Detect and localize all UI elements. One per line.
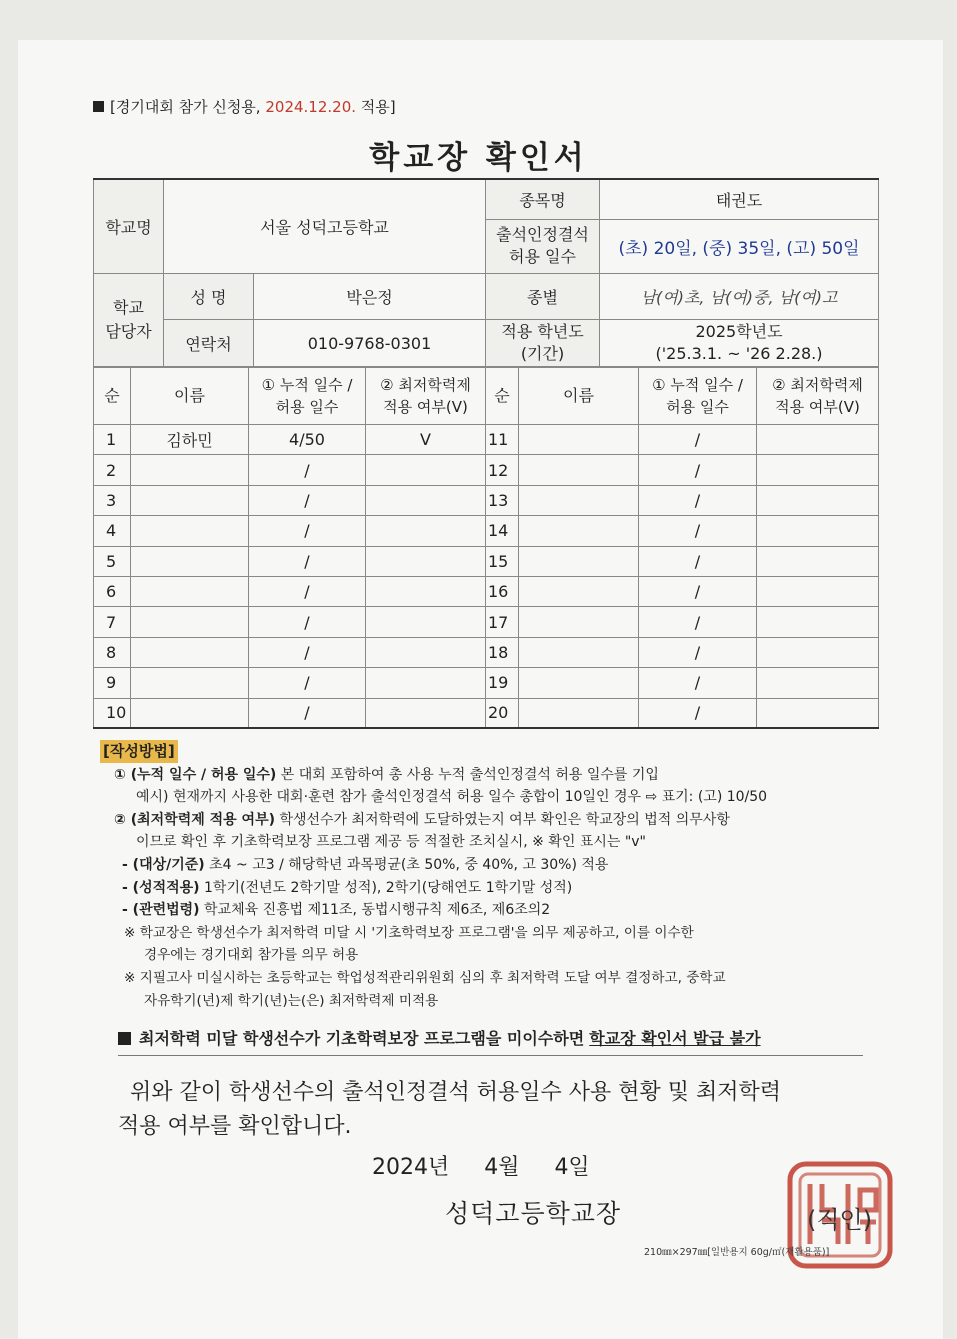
cell-days: / xyxy=(249,546,366,576)
cell-min xyxy=(366,485,486,515)
manager-label: 학교 담당자 xyxy=(94,273,164,367)
col-no-header: 순 xyxy=(94,367,131,425)
col-name-header: 이름 xyxy=(131,367,249,425)
cell-days: / xyxy=(639,698,757,728)
cell-no: 18 xyxy=(486,637,519,667)
table-row xyxy=(94,637,879,667)
note-date: 2024.12.20. xyxy=(265,98,357,116)
year-label: 적용 학년도 (기간) xyxy=(486,319,600,367)
contact-label: 연락처 xyxy=(164,319,254,367)
col-days-header: ① 누적 일수 / 허용 일수 xyxy=(249,367,366,425)
table-row xyxy=(94,698,879,728)
cell-days: / xyxy=(249,637,366,667)
col-no-header: 순 xyxy=(486,367,519,425)
cell-no: 1 xyxy=(94,425,131,455)
cell-min xyxy=(366,546,486,576)
gender-value: 남(여)초, 남(여)중, 남(여)고 xyxy=(600,273,879,319)
cell-name xyxy=(519,698,639,728)
cell-min xyxy=(366,607,486,637)
cell-days: / xyxy=(249,698,366,728)
cell-days: / xyxy=(249,516,366,546)
usage-note: [경기대회 참가 신청용, 2024.12.20. 적용] xyxy=(93,96,396,117)
cell-name xyxy=(131,637,249,667)
cell-name xyxy=(131,455,249,485)
issuance-notice: 최저학력 미달 학생선수가 기초학력보장 프로그램을 미이수하면 학교장 확인서 발급 불가 xyxy=(118,1026,863,1056)
cell-no: 9 xyxy=(94,668,131,698)
square-bullet-icon xyxy=(118,1032,131,1045)
name-value: 박은정 xyxy=(254,273,486,319)
cell-no: 5 xyxy=(94,546,131,576)
cell-name xyxy=(131,668,249,698)
absence-value: (초) 20일, (중) 35일, (고) 50일 xyxy=(600,219,879,273)
cell-name xyxy=(131,576,249,606)
cell-name xyxy=(519,576,639,606)
table-row xyxy=(94,455,879,485)
col-name-header: 이름 xyxy=(519,367,639,425)
cell-days: / xyxy=(639,485,757,515)
cell-days: / xyxy=(249,485,366,515)
issue-date: 2024년 4월 4일 xyxy=(372,1155,590,1180)
absence-label: 출석인정결석 허용 일수 xyxy=(486,219,600,273)
cell-name xyxy=(519,546,639,576)
seal-mark: (직인) xyxy=(807,1206,873,1234)
cell-no: 15 xyxy=(486,546,519,576)
cell-no: 6 xyxy=(94,576,131,606)
cell-name xyxy=(131,607,249,637)
sport-label: 종목명 xyxy=(486,179,600,219)
cell-min xyxy=(757,485,879,515)
cell-name xyxy=(519,455,639,485)
cell-min xyxy=(366,455,486,485)
cell-no: 16 xyxy=(486,576,519,606)
cell-name xyxy=(131,546,249,576)
cell-days: / xyxy=(639,637,757,667)
cell-days: / xyxy=(639,516,757,546)
cell-name xyxy=(519,607,639,637)
cell-min xyxy=(757,516,879,546)
cell-no: 2 xyxy=(94,455,131,485)
cell-no: 13 xyxy=(486,485,519,515)
cell-min xyxy=(366,668,486,698)
col-days-header: ① 누적 일수 / 허용 일수 xyxy=(639,367,757,425)
name-label: 성 명 xyxy=(164,273,254,319)
table-row xyxy=(94,546,879,576)
cell-min xyxy=(757,668,879,698)
cell-days: / xyxy=(249,668,366,698)
cell-min xyxy=(366,576,486,606)
cell-days: / xyxy=(639,607,757,637)
notice-underlined: 학교장 확인서 발급 불가 xyxy=(589,1029,761,1048)
cell-no: 11 xyxy=(486,425,519,455)
cell-days: / xyxy=(639,455,757,485)
cell-days: 4/50 xyxy=(249,425,366,455)
cell-name: 김하민 xyxy=(131,425,249,455)
info-table xyxy=(93,178,879,368)
cell-days: / xyxy=(639,425,757,455)
table-row xyxy=(94,576,879,606)
cell-no: 8 xyxy=(94,637,131,667)
sport-value: 태권도 xyxy=(600,179,879,219)
cell-days: / xyxy=(639,668,757,698)
cell-name xyxy=(519,425,639,455)
cell-min xyxy=(366,698,486,728)
square-bullet-icon xyxy=(93,101,104,112)
contact-value: 010-9768-0301 xyxy=(254,319,486,367)
cell-no: 12 xyxy=(486,455,519,485)
cell-name xyxy=(519,516,639,546)
cell-no: 7 xyxy=(94,607,131,637)
cell-name xyxy=(131,485,249,515)
cell-no: 20 xyxy=(486,698,519,728)
cell-no: 17 xyxy=(486,607,519,637)
school-label: 학교명 xyxy=(94,179,164,273)
cell-name xyxy=(131,516,249,546)
cell-name xyxy=(131,698,249,728)
cell-days: / xyxy=(639,576,757,606)
cell-name xyxy=(519,485,639,515)
year-value: 2025학년도 ('25.3.1. ~ '26 2.28.) xyxy=(600,319,879,367)
cell-min: V xyxy=(366,425,486,455)
cell-min xyxy=(366,637,486,667)
cell-days: / xyxy=(249,455,366,485)
principal-name: 성덕고등학교장 xyxy=(445,1199,622,1228)
cell-no: 14 xyxy=(486,516,519,546)
cell-min xyxy=(757,637,879,667)
cell-min xyxy=(366,516,486,546)
gender-label: 종별 xyxy=(486,273,600,319)
cell-min xyxy=(757,455,879,485)
cell-min xyxy=(757,607,879,637)
cell-no: 19 xyxy=(486,668,519,698)
paper-spec: 210㎜×297㎜[일반용지 60g/㎡(재활용품)] xyxy=(644,1247,830,1258)
student-table xyxy=(93,366,879,729)
col-min-header: ② 최저학력제 적용 여부(V) xyxy=(757,367,879,425)
cell-no: 4 xyxy=(94,516,131,546)
cell-min xyxy=(757,576,879,606)
cell-days: / xyxy=(249,576,366,606)
confirmation-text: 위와 같이 학생선수의 출석인정결석 허용일수 사용 현황 및 최저학력 적용 여부를 확인합니다. xyxy=(118,1080,782,1139)
cell-days: / xyxy=(249,607,366,637)
page-title: 학교장 확인서 xyxy=(369,140,588,176)
cell-no: 10 xyxy=(94,698,131,728)
cell-min xyxy=(757,546,879,576)
col-min-header: ② 최저학력제 적용 여부(V) xyxy=(366,367,486,425)
instructions: [작성방법] ① (누적 일수 / 허용 일수) 본 대회 포함하여 총 사용 누적 출석인정결석 허용 일수를 기입 예시) 현재까지 사용한 대회·훈련 참가 출석인정결석 허용 일수 총합이 10일인 경우 ⇨ 표기: (고) 10/50 ② (최저학력제 적용 여부) 학생선수가 최저학력에 도달하였는지 여부 확인은 학교장의 법적 의무사항 이므로 확인 후 기초학력보장 프로그램 제공 등 적절한 조치실시, ※ 확인 표시는 "v" - (대상/기준) 초4 ~ 고3 / 해당학년 과목평균(초 50%, 중 40%, 고 30%) 적용 - (성적적용) 1학기(전년도 2학기말 성적), 2학기(당해연도 1학기말 성적) - (관련법령) 학교체육 진흥법 제11조, 동법시행규칙 제6조, 제6조의2 ※ 학교장은 학생선수가 최저학력 미달 시 '기초학력보장 프로그램'을 의무 제공하고, 이를 이수한 경우에는 경기대회 참가를 의무 허용 ※ 지필고사 미실시하는 초등학교는 학업성적관리위원회 심의 후 최저학력 도달 여부 결정하고, 중학교 자유학기(년)제 학기(년)는(은) 최저학력제 미적용 xyxy=(100,740,890,1012)
table-row xyxy=(94,668,879,698)
instructions-heading: [작성방법] xyxy=(100,740,178,763)
cell-min xyxy=(757,698,879,728)
school-value: 서울 성덕고등학교 xyxy=(164,179,486,273)
cell-no: 3 xyxy=(94,485,131,515)
table-row xyxy=(94,485,879,515)
cell-min xyxy=(757,425,879,455)
table-row xyxy=(94,425,879,455)
cell-days: / xyxy=(639,546,757,576)
table-row xyxy=(94,607,879,637)
cell-name xyxy=(519,668,639,698)
table-row xyxy=(94,516,879,546)
cell-name xyxy=(519,637,639,667)
